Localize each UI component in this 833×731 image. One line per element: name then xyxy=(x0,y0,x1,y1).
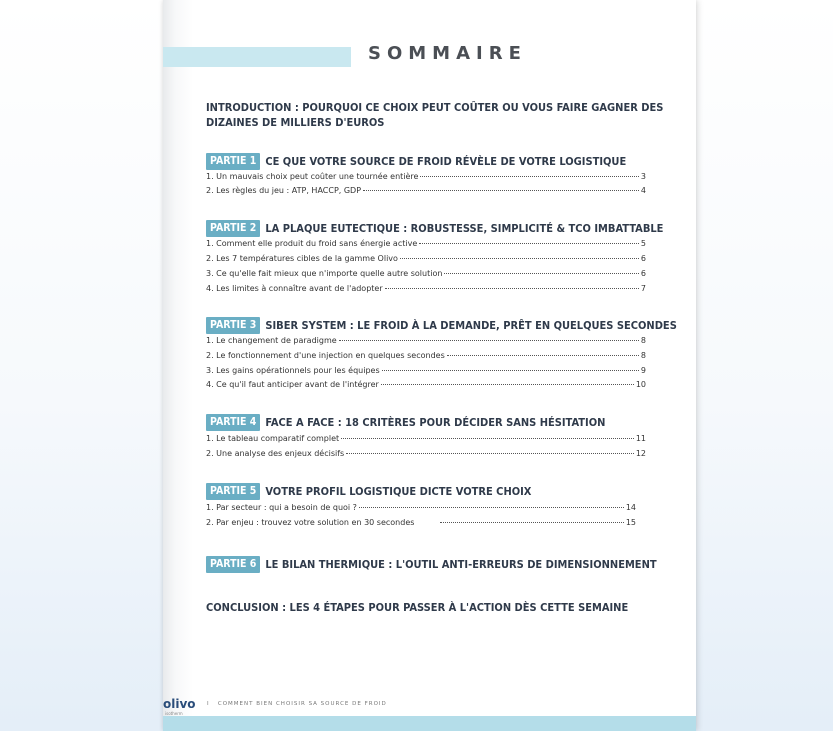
dot-leader xyxy=(419,243,639,244)
part-5-heading xyxy=(206,483,531,500)
dot-leader xyxy=(382,370,639,371)
part-1-heading xyxy=(206,153,626,170)
part-2-heading xyxy=(206,220,663,237)
toc-item-label: 3. Les gains opérationnels pour les équipes xyxy=(206,366,380,375)
page-spine xyxy=(163,0,193,731)
toc-item[interactable] xyxy=(206,254,646,264)
bottom-accent-band xyxy=(163,716,696,731)
toc-item[interactable] xyxy=(206,518,636,528)
toc-item[interactable] xyxy=(206,284,646,294)
dot-leader xyxy=(339,340,639,341)
toc-item-page: 9 xyxy=(640,366,646,375)
part-2-badge: PARTIE 2 xyxy=(206,220,260,237)
part-3-heading xyxy=(206,317,677,334)
dot-leader xyxy=(420,176,638,177)
toc-item[interactable] xyxy=(206,351,646,361)
toc-item-label: 1. Comment elle produit du froid sans énergie active xyxy=(206,239,418,248)
toc-item-page: 8 xyxy=(640,351,646,360)
toc-item-page: 14 xyxy=(625,503,636,512)
toc-item-label: 4. Les limites à connaître avant de l'adopter xyxy=(206,284,383,293)
part-2-title: LA PLAQUE EUTECTIQUE : ROBUSTESSE, SIMPLICITÉ & TCO IMBATTABLE xyxy=(265,222,664,235)
toc-item-label: 1. Le tableau comparatif complet xyxy=(206,434,340,443)
intro-heading: INTRODUCTION : POURQUOI CE CHOIX PEUT COÛTER OU VOUS FAIRE GAGNER DES DIZAINES DE MILLIERS D'EUROS xyxy=(206,101,664,129)
toc-item-page: 6 xyxy=(640,269,646,278)
toc-item-label: 1. Par secteur : qui a besoin de quoi ? xyxy=(206,503,357,512)
footer-text xyxy=(207,701,387,707)
toc-item[interactable] xyxy=(206,172,646,182)
part-5-badge: PARTIE 5 xyxy=(206,483,260,500)
toc-item-label: 2. Une analyse des enjeux décisifs xyxy=(206,449,345,458)
toc-item-label: 2. Par enjeu : trouvez votre solution en 30 secondes xyxy=(206,518,415,527)
toc-item[interactable] xyxy=(206,380,646,390)
dot-leader xyxy=(400,258,639,259)
toc-item[interactable] xyxy=(206,336,646,346)
toc-item-page: 15 xyxy=(625,518,636,527)
dot-leader xyxy=(341,438,634,439)
toc-item-page: 3 xyxy=(640,172,646,181)
conclusion-heading: CONCLUSION : LES 4 ÉTAPES POUR PASSER À L'ACTION DÈS CETTE SEMAINE xyxy=(206,601,629,614)
title-accent-bar xyxy=(163,47,351,67)
page-footer xyxy=(163,697,696,717)
part-3-badge: PARTIE 3 xyxy=(206,317,260,334)
dot-leader xyxy=(359,507,624,508)
toc-item-label: 1. Le changement de paradigme xyxy=(206,336,337,345)
part-5-title: VOTRE PROFIL LOGISTIQUE DICTE VOTRE CHOIX xyxy=(265,485,532,498)
part-6-badge: PARTIE 6 xyxy=(206,556,260,573)
dot-leader xyxy=(381,384,634,385)
dot-leader xyxy=(444,273,638,274)
logo-tagline: isotherm xyxy=(165,711,183,716)
toc-item-label: 4. Ce qu'il faut anticiper avant de l'intégrer xyxy=(206,380,379,389)
toc-item-page: 7 xyxy=(640,284,646,293)
dot-leader xyxy=(385,288,639,289)
toc-item-label: 2. Les 7 températures cibles de la gamme Olivo xyxy=(206,254,398,263)
part-6-title: LE BILAN THERMIQUE : L'OUTIL ANTI-ERREURS DE DIMENSIONNEMENT xyxy=(265,558,657,571)
toc-item-label: 3. Ce qu'elle fait mieux que n'importe quelle autre solution xyxy=(206,269,443,278)
dot-leader xyxy=(346,453,634,454)
dot-leader xyxy=(447,355,639,356)
part-4-badge: PARTIE 4 xyxy=(206,414,260,431)
part-4-title: FACE A FACE : 18 CRITÈRES POUR DÉCIDER SANS HÉSITATION xyxy=(265,416,606,429)
toc-item-page: 5 xyxy=(640,239,646,248)
toc-item[interactable] xyxy=(206,434,646,444)
toc-item[interactable] xyxy=(206,269,646,279)
olivo-logo: olivo xyxy=(163,697,196,711)
part-1-title: CE QUE VOTRE SOURCE DE FROID RÉVÈLE DE VOTRE LOGISTIQUE xyxy=(265,155,627,168)
dot-leader xyxy=(363,190,639,191)
part-4-heading xyxy=(206,414,605,431)
toc-item[interactable] xyxy=(206,366,646,376)
toc-item-label: 2. Les règles du jeu : ATP, HACCP, GDP xyxy=(206,186,362,195)
toc-item[interactable] xyxy=(206,449,646,459)
page-title: SOMMAIRE xyxy=(368,43,527,64)
toc-item-page: 10 xyxy=(635,380,646,389)
toc-item-page: 11 xyxy=(635,434,646,443)
part-3-title: SIBER SYSTEM : LE FROID À LA DEMANDE, PRÊT EN QUELQUES SECONDES xyxy=(265,319,677,332)
toc-item-label: 2. Le fonctionnement d'une injection en quelques secondes xyxy=(206,351,445,360)
toc-item[interactable] xyxy=(206,503,636,513)
toc-item[interactable] xyxy=(206,186,646,196)
dot-leader xyxy=(440,522,623,523)
toc-item-page: 4 xyxy=(640,186,646,195)
part-6-heading xyxy=(206,556,657,573)
part-1-badge: PARTIE 1 xyxy=(206,153,260,170)
toc-item-page: 6 xyxy=(640,254,646,263)
toc-item-page: 8 xyxy=(640,336,646,345)
toc-item[interactable] xyxy=(206,239,646,249)
footer-separator: I xyxy=(207,701,210,707)
toc-item-label: 1. Un mauvais choix peut coûter une tournée entière xyxy=(206,172,419,181)
footer-title: COMMENT BIEN CHOISIR SA SOURCE DE FROID xyxy=(217,701,387,707)
toc-item-page: 12 xyxy=(635,449,646,458)
